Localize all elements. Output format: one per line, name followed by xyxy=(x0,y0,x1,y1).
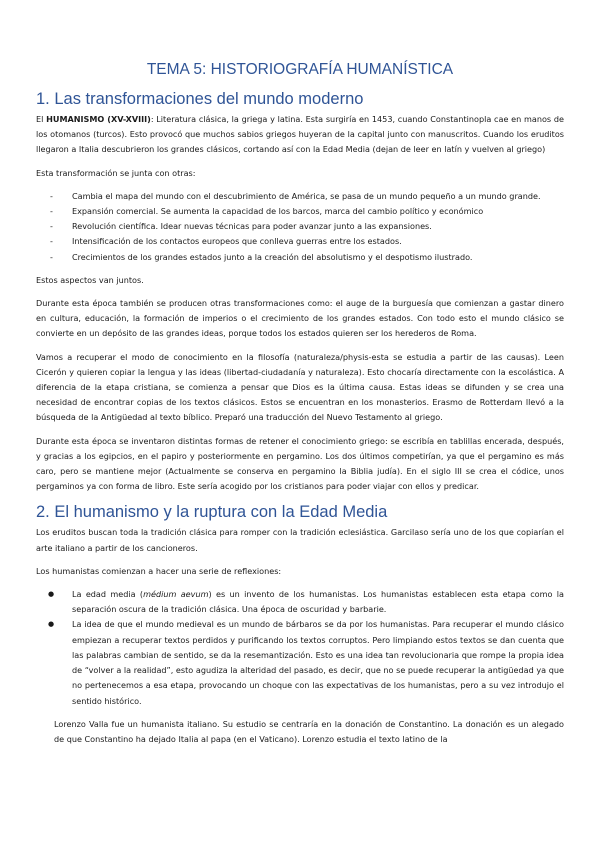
transformations-list xyxy=(36,189,564,265)
list-item xyxy=(36,587,564,617)
list-item: - Expansión comercial. Se aumenta la capacidad de los barcos, marca del cambio político y económico xyxy=(36,204,564,219)
humanismo-text: : Literatura clásica, la griega y latina. Esta surgiría en 1453, cuando Constantinopla cae en manos de los otomanos (turcos). Esto provocó que muchos sabios griegos huyeran de la capital junto con manuscritos. Cuando los eruditos llegaron a Italia descubrieron los grandes clásicos, cortando así con la Edad Media (dejan de leer en latín y vuelven al griego) xyxy=(36,114,564,155)
section-heading-2: 2. El humanismo y la ruptura con la Edad Media xyxy=(36,503,388,522)
humanismo-dates: (XV-XVIII) xyxy=(104,114,151,124)
intro-prefix: El xyxy=(36,114,47,124)
valla-paragraph: Lorenzo Valla fue un humanista italiano. Su estudio se centraría en la donación de Constantino. La donación es un alegado de que Constantino ha dejado Italia al papa (en el Vaticano). Lorenzo estudia el texto latino de la xyxy=(54,718,564,744)
list-item: ● La idea de que el mundo medieval es un mundo de bárbaros se da por los humanistas. Para recuperar el mundo clásico empiezan a recuperar textos perdidos y purificando los textos corruptos. Pero limpiando estos textos se dan cuenta que las palabras cambian de sentido, se da la resemantización. Esto es una idea tan revolucionaria que rompe la propia idea de “volver a la realidad”, esto agudiza la alteridad del pasado, es decir, que no se puede recuperar la antigüedad ya que no pertenecemos a esa etapa, provocando un choque con las expectativas de los humanistas, pero a su vez introdujo el sentido histórico. xyxy=(36,617,564,708)
humanismo-paragraph xyxy=(36,112,564,158)
list-item: - Revolución científica. Idear nuevas técnicas para poder avanzar junto a las expansiones. xyxy=(36,219,564,234)
medium-aevum-term: médium aevum xyxy=(143,589,209,600)
join-line: Esta transformación se junta con otras: xyxy=(36,167,196,178)
section-heading-1: 1. Las transformaciones del mundo moderno xyxy=(36,90,364,108)
bullet1-prefix: La edad media ( xyxy=(72,589,144,600)
eruditos-paragraph: Los eruditos buscan toda la tradición clásica para romper con la tradición eclesiástica. Garcilaso sería uno de los que copiarían el arte italiano a partir de los cancioneros. xyxy=(36,527,564,553)
together-line: Estos aspectos van juntos. xyxy=(36,274,144,285)
filosofia-paragraph: Vamos a recuperar el modo de conocimiento en la filosofía (naturaleza/physis-esta se estudia a partir de las causas). Leen Cicerón y quieren copiar la lengua y las ideas (libertad-ciudadanía y naturaleza). Esto chocaría directamente con la escolástica. A diferencia de la etapa cristiana, se comienza a pensar que Dios es la última causa. Estas ideas se difunden y se crea una necesidad de encontrar copias de los textos clásicos. Estos se encuentran en los monasterios. Erasmo de Rotterdam llevó a la búsqueda de la Antigüedad al texto bíblico. Preparó una traducción del Nuevo Testamento al griego. xyxy=(36,351,564,423)
formas-paragraph: Durante esta época se inventaron distintas formas de retener el conocimiento griego: se escribía en tablillas encerada, después, y gracias a los egipcios, en el papiro y posteriormente en pergamino. Los dos últimos competirían, ya que el pergamino es más caro, pero se mantiene mejor (Actualmente se conserva en pergamino la Biblia judía). En el siglo III se crea el códice, unos pergaminos ya con forma de libro. Este sería acogido por los cristianos para poder viajar con ellos y predicar. xyxy=(36,435,564,492)
list-item: - Crecimientos de los grandes estados junto a la creación del absolutismo y el despotismo ilustrado. xyxy=(36,250,564,265)
reflexiones-line: Los humanistas comienzan a hacer una serie de reflexiones: xyxy=(36,565,282,576)
epoca-paragraph: Durante esta época también se producen otras transformaciones como: el auge de la burguesía que comienzan a gastar dinero en cultura, educación, la formación de imperios o el crecimiento de los grandes estados. Con todo esto el mundo clásico se convierte en un depósito de las grandes ideas, porque todos los estados quieren ser los herederos de Roma. xyxy=(36,298,564,339)
bullet1-rest: ) es un invento de los humanistas. Los humanistas establecen esta etapa como la separación oscura de la tradición clásica. Una época de oscuridad y barbarie. xyxy=(72,589,564,615)
page-title: TEMA 5: HISTORIOGRAFÍA HUMANÍSTICA xyxy=(146,61,454,78)
list-item: - Intensificación de los contactos europeos que conlleva guerras entre los estados. xyxy=(36,234,564,249)
humanismo-term: HUMANISMO xyxy=(46,114,105,124)
list-item: - Cambia el mapa del mundo con el descubrimiento de América, se pasa de un mundo pequeño a un mundo grande. xyxy=(36,189,564,204)
reflexiones-list xyxy=(36,587,564,709)
